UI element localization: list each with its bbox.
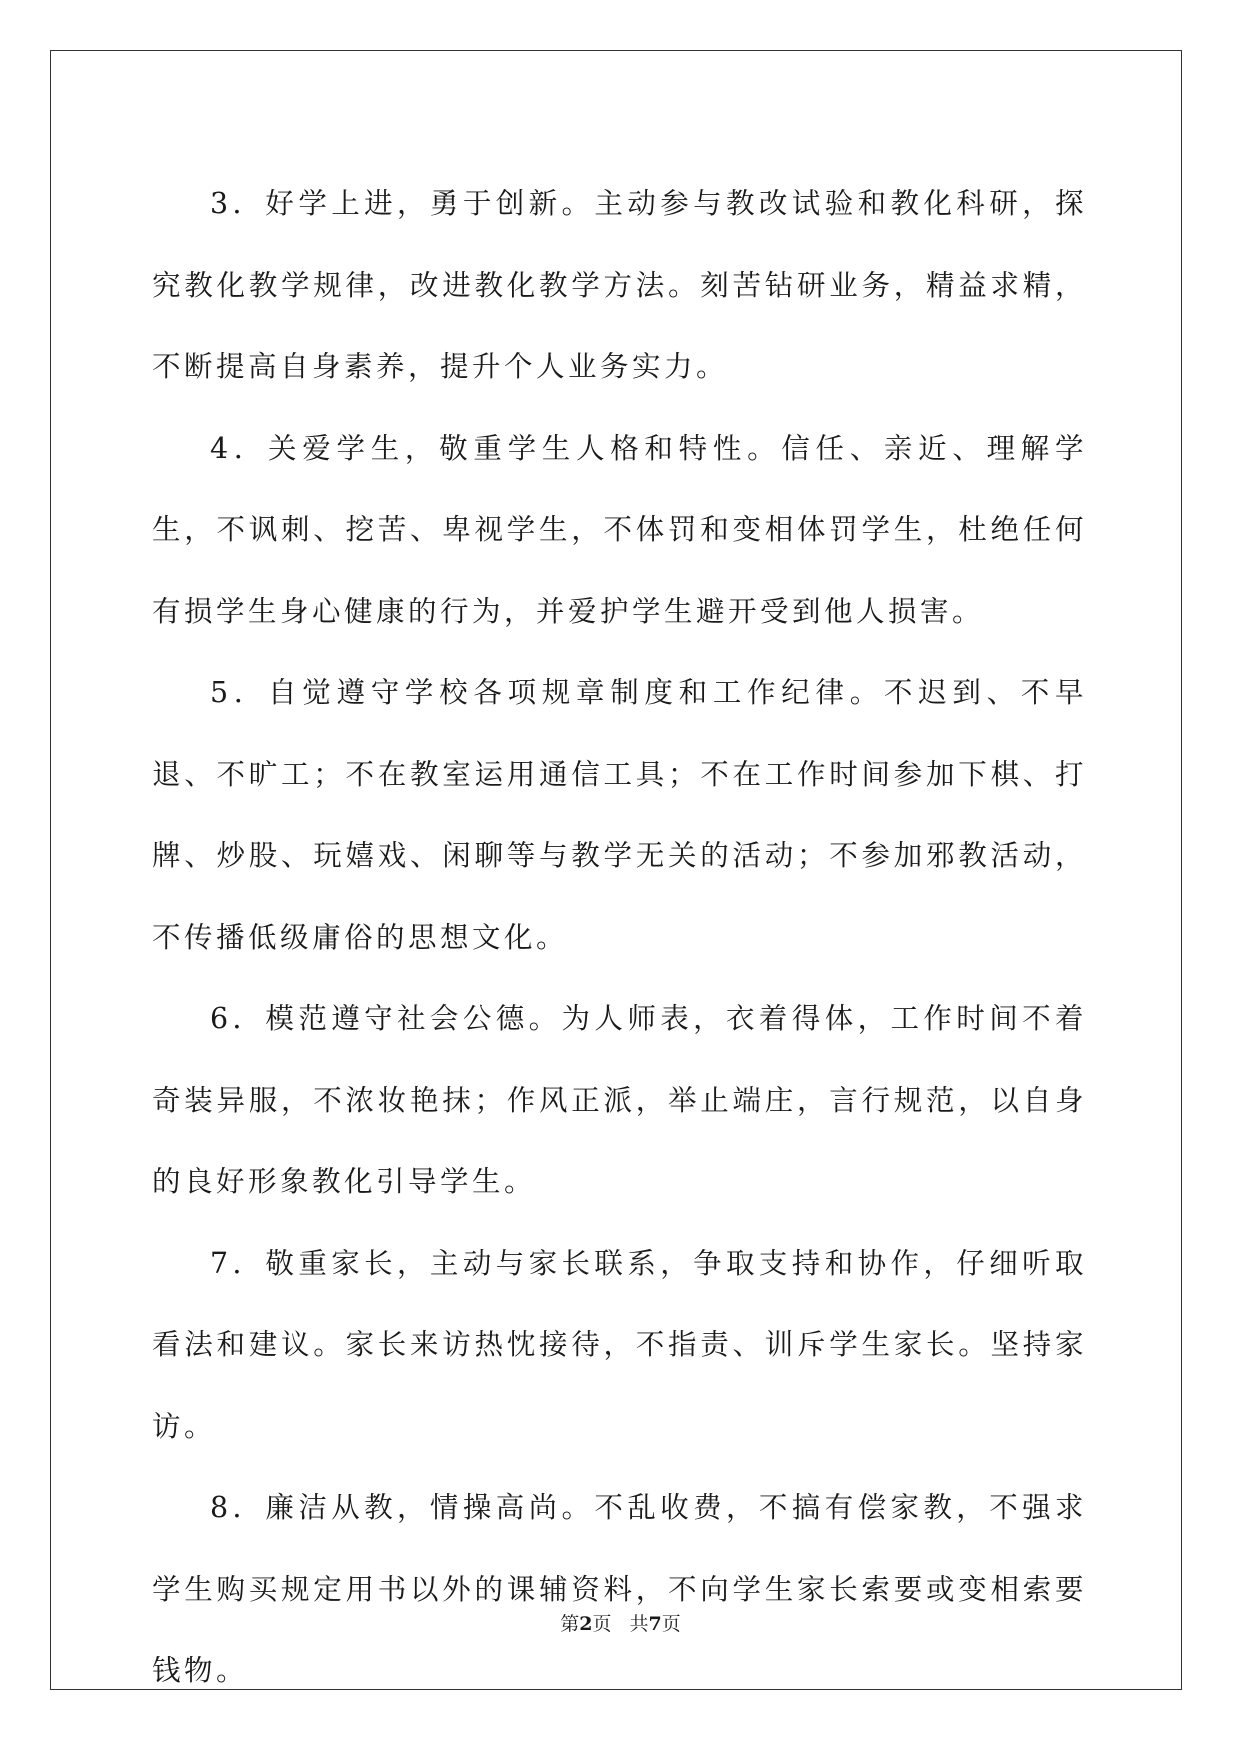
paragraph-item-7: 7．敬重家长，主动与家长联系，争取支持和协作，仔细听取看法和建议。家长来访热忱接待，不指责、训斥学生家长。坚持家访。 xyxy=(152,1246,1087,1443)
paragraph-item-5: 5．自觉遵守学校各项规章制度和工作纪律。不迟到、不早退、不旷工；不在教室运用通信工具；不在工作时间参加下棋、打牌、炒股、玩嬉戏、闲聊等与教学无关的活动；不参加邪教活动，不传播低级庸俗的思想文化。 xyxy=(152,676,1087,954)
total-suffix: 页 xyxy=(661,1613,681,1635)
total-pages: 7 xyxy=(648,1613,662,1635)
paragraph-item-8: 8．廉洁从教，情操高尚。不乱收费，不搞有偿家教，不强求学生购买规定用书以外的课辅资料，不向学生家长索要或变相索要钱物。 xyxy=(152,1491,1087,1687)
document-body xyxy=(152,163,1087,1712)
paragraph-item-6: 6．模范遵守社会公德。为人师表，衣着得体，工作时间不着奇装异服，不浓妆艳抹；作风正派，举止端庄，言行规范，以自身的良好形象教化引导学生。 xyxy=(152,1002,1087,1198)
page-number: 2 xyxy=(579,1613,593,1635)
page-prefix: 第 xyxy=(560,1613,580,1635)
total-prefix: 共 xyxy=(629,1613,649,1635)
paragraph-item-3: 3．好学上进，勇于创新。主动参与教改试验和教化科研，探究教化教学规律，改进教化教学方法。刻苦钻研业务，精益求精，不断提高自身素养，提升个人业务实力。 xyxy=(152,187,1087,383)
page-suffix: 页 xyxy=(592,1613,612,1635)
page-footer xyxy=(0,1612,1241,1636)
paragraph-item-4: 4．关爱学生，敬重学生人格和特性。信任、亲近、理解学生，不讽刺、挖苦、卑视学生，不体罚和变相体罚学生，杜绝任何有损学生身心健康的行为，并爱护学生避开受到他人损害。 xyxy=(152,431,1087,628)
